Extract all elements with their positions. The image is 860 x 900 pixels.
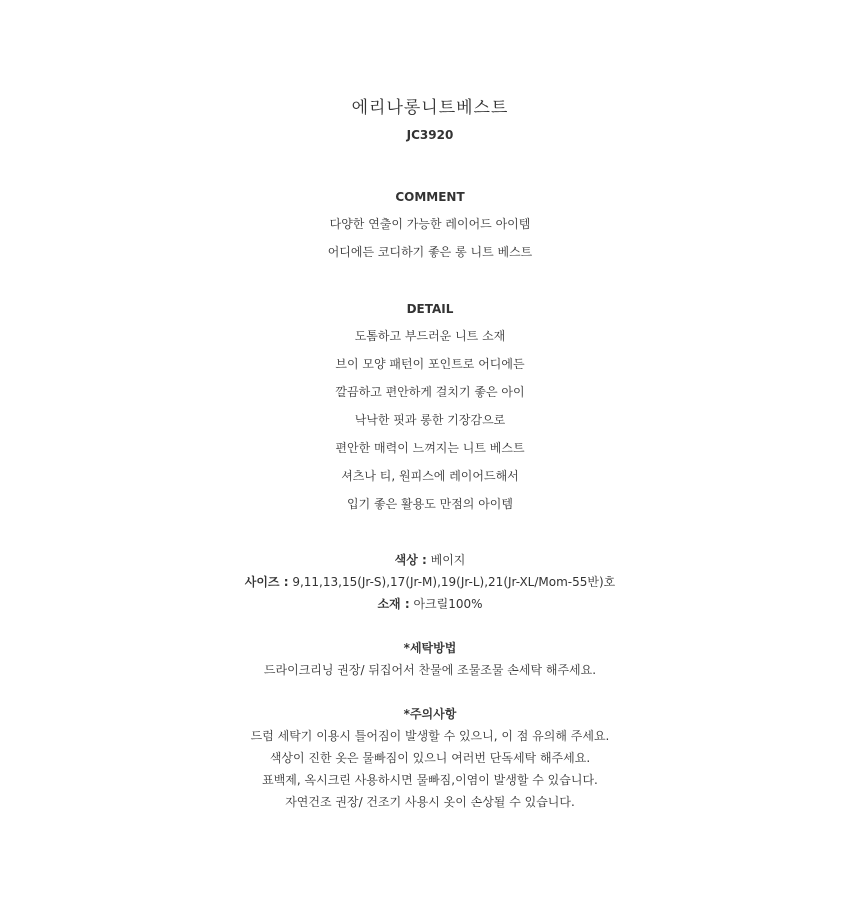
size-spec <box>0 574 860 590</box>
detail-line: 입기 좋은 활용도 만점의 아이템 <box>347 497 513 511</box>
color-value: 베이지 <box>430 553 466 567</box>
detail-line: 셔츠나 티, 원피스에 레이어드해서 <box>341 469 519 483</box>
caution-line: 자연건조 권장/ 건조기 사용시 옷이 손상될 수 있습니다. <box>285 795 575 809</box>
detail-heading: DETAIL <box>406 302 454 316</box>
detail-line: 도톰하고 부드러운 니트 소재 <box>354 329 506 343</box>
detail-line: 낙낙한 핏과 롱한 기장감으로 <box>354 413 506 427</box>
material-spec <box>0 596 860 612</box>
product-code: JC3920 <box>406 128 454 142</box>
caution-line: 색상이 진한 옷은 물빠짐이 있으니 여러번 단독세탁 해주세요. <box>269 751 591 765</box>
color-spec <box>0 552 860 568</box>
washing-heading: *세탁방법 <box>403 641 457 655</box>
material-value: 아크릴100% <box>413 597 483 611</box>
comment-heading: COMMENT <box>395 190 465 204</box>
detail-line: 깔끔하고 편안하게 걸치기 좋은 아이 <box>335 385 525 399</box>
detail-line: 편안한 매력이 느껴지는 니트 베스트 <box>335 441 525 455</box>
comment-line: 다양한 연출이 가능한 레이어드 아이템 <box>329 217 531 231</box>
color-label: 색상 : <box>394 553 427 567</box>
detail-line: 브이 모양 패턴이 포인트로 어디에든 <box>335 357 525 371</box>
caution-line: 표백제, 옥시크린 사용하시면 물빠짐,이염이 발생할 수 있습니다. <box>262 773 598 787</box>
size-value: 9,11,13,15(Jr-S),17(Jr-M),19(Jr-L),21(Jr-XL/Mom-55반)호 <box>292 575 616 589</box>
product-name: 에리나롱니트베스트 <box>351 98 509 118</box>
material-label: 소재 : <box>377 597 410 611</box>
size-label: 사이즈 : <box>244 575 289 589</box>
caution-line: 드럼 세탁기 이용시 틀어짐이 발생할 수 있으니, 이 점 유의해 주세요. <box>250 729 610 743</box>
washing-text: 드라이크리닝 권장/ 뒤집어서 찬물에 조물조물 손세탁 해주세요. <box>263 663 597 677</box>
comment-line: 어디에든 코디하기 좋은 롱 니트 베스트 <box>327 245 533 259</box>
caution-heading: *주의사항 <box>403 707 457 721</box>
